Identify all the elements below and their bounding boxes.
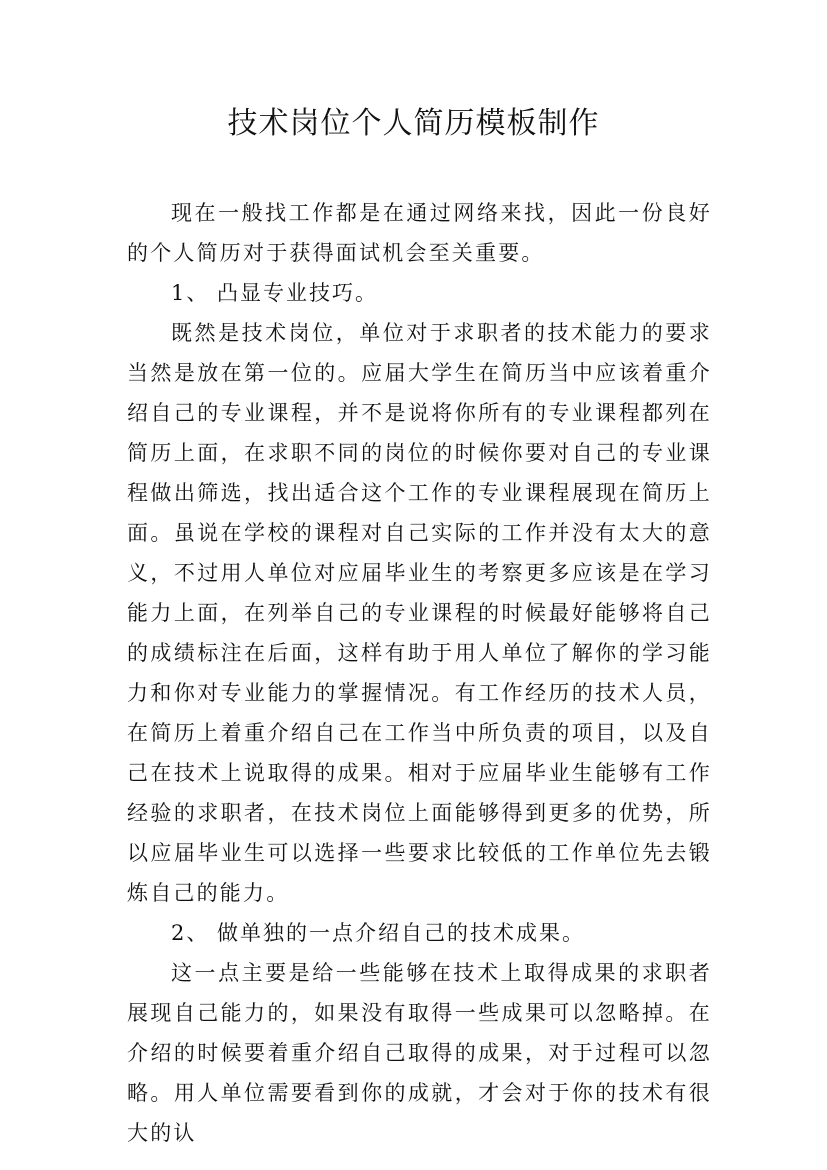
section-heading-text-1: 凸显专业技巧。 xyxy=(217,281,378,305)
paragraph-technical-achievements: 这一点主要是给一些能够在技术上取得成果的求职者展现自己能力的，如果没有取得一些成果可以忽略掉。在介绍的时候要着重介绍自己取得的成果，对于过程可以忽略。用人单位需要看到你的成就，才会对于你的技术有很大的认 xyxy=(127,961,712,1145)
section-number-1: 1、 xyxy=(171,281,210,305)
section-heading-2 xyxy=(127,913,712,953)
paragraph-intro: 现在一般找工作都是在通过网络来找，因此一份良好的个人简历对于获得面试机会至关重要。 xyxy=(127,201,712,265)
section-heading-text-2: 做单独的一点介绍自己的技术成果。 xyxy=(217,921,585,945)
section-number-2: 2、 xyxy=(171,921,210,945)
document-body xyxy=(127,193,712,1153)
document-title: 技术岗位个人简历模板制作 xyxy=(227,106,600,141)
paragraph-professional-skills: 既然是技术岗位，单位对于求职者的技术能力的要求当然是放在第一位的。应届大学生在简历当中应该着重介绍自己的专业课程，并不是说将你所有的专业课程都列在简历上面，在求职不同的岗位的时候你要对自己的专业课程做出筛选，找出适合这个工作的专业课程展现在简历上面。虽说在学校的课程对自己实际的工作并没有太大的意义，不过用人单位对应届毕业生的考察更多应该是在学习能力上面，在列举自己的专业课程的时候最好能够将自己的成绩标注在后面，这样有助于用人单位了解你的学习能力和你对专业能力的掌握情况。有工作经历的技术人员，在简历上着重介绍自己在工作当中所负责的项目，以及自己在技术上说取得的成果。相对于应届毕业生能够有工作经验的求职者，在技术岗位上面能够得到更多的优势，所以应届毕业生可以选择一些要求比较低的工作单位先去锻炼自己的能力。 xyxy=(127,321,712,905)
section-heading-1 xyxy=(127,273,712,313)
